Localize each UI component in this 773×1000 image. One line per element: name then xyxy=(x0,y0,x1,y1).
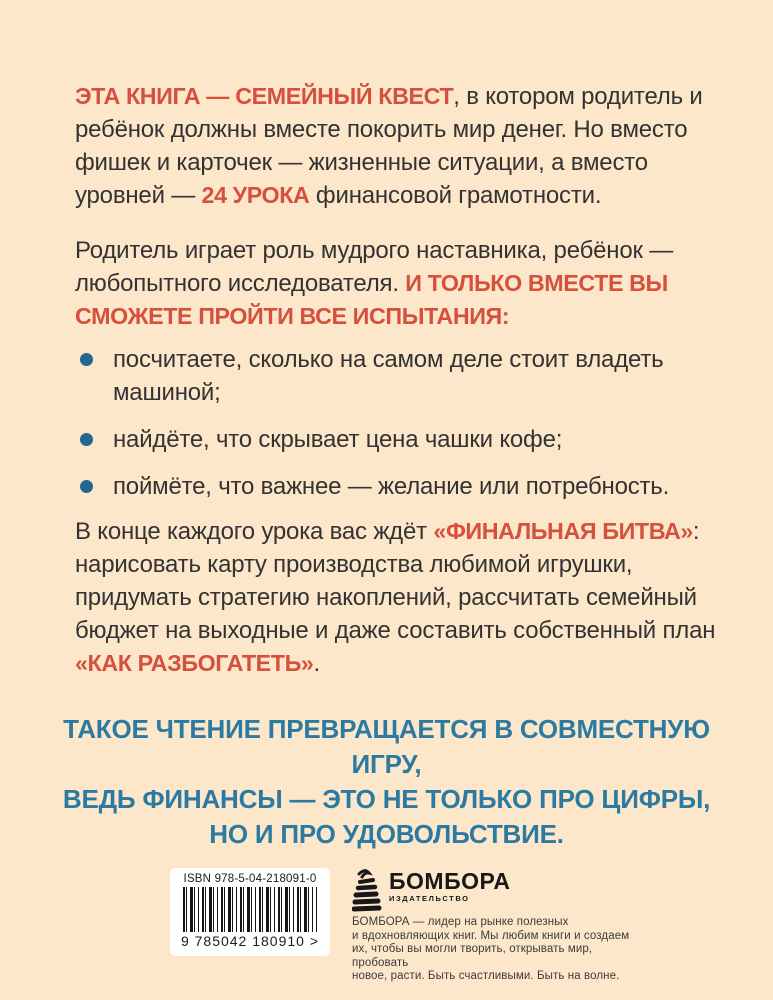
intro-accent-lessons: 24 УРОКА xyxy=(201,182,310,208)
bullet-text: найдёте, что скрывает цена чашки кофе; xyxy=(113,426,563,453)
list-item xyxy=(75,423,723,456)
intro-paragraph xyxy=(75,80,723,212)
intro-text-a: , в котором родитель и ребёнок должны вместе покорить мир денег. Но вместо фишек и карточек — жизненные ситуации, а вместо уровней — xyxy=(75,83,703,209)
publisher-block xyxy=(352,866,642,984)
statement-line: ТАКОЕ ЧТЕНИЕ ПРЕВРАЩАЕТСЯ В СОВМЕСТНУЮ ИГРУ, xyxy=(63,714,710,779)
bullet-text: поймёте, что важнее — желание или потребность. xyxy=(113,473,670,500)
isbn-barcode-block xyxy=(170,868,330,956)
statement-line: ВЕДЬ ФИНАНСЫ — ЭТО НЕ ТОЛЬКО ПРО ЦИФРЫ, xyxy=(62,784,711,814)
intro-text-b: финансовой грамотности. xyxy=(309,182,602,209)
finale-accent-plan: «КАК РАЗБОГАТЕТЬ» xyxy=(75,650,314,676)
barcode-icon xyxy=(183,887,317,932)
bullet-dot-icon xyxy=(80,433,93,446)
finale-accent-battle: «ФИНАЛЬНАЯ БИТВА» xyxy=(433,518,693,544)
list-item xyxy=(75,470,723,503)
publisher-name: БОМБОРА xyxy=(389,868,511,894)
publisher-description-line: их, чтобы вы могли творить, открывать мир, пробовать xyxy=(352,943,593,969)
book-stack-logo-icon xyxy=(352,868,382,917)
finale-paragraph xyxy=(75,515,723,680)
publisher-description-line: БОМБОРА — лидер на рынке полезных xyxy=(352,916,569,928)
roles-text: Родитель играет роль мудрого наставника, ребёнок — любопытного исследователя. xyxy=(75,237,674,297)
publisher-description xyxy=(352,916,642,984)
publisher-description-line: и вдохновляющих книг. Мы любим книги и создаем xyxy=(352,929,630,942)
bullet-dot-icon xyxy=(80,353,93,366)
bullet-text: посчитаете, сколько на самом деле стоит владеть машиной; xyxy=(113,346,664,406)
roles-accent: И ТОЛЬКО ВМЕСТЕ ВЫ СМОЖЕТЕ ПРОЙТИ ВСЕ ИСПЫТАНИЯ: xyxy=(75,270,668,329)
list-item xyxy=(75,343,723,409)
publisher-tagline: ИЗДАТЕЛЬСТВО xyxy=(389,894,470,903)
closing-statement xyxy=(40,712,733,852)
intro-accent-quest: ЭТА КНИГА — СЕМЕЙНЫЙ КВЕСТ xyxy=(75,83,454,109)
statement-line: НО И ПРО УДОВОЛЬСТВИЕ. xyxy=(209,819,564,849)
barcode-digits: 9 785042 180910 > xyxy=(180,933,320,949)
publisher-logo xyxy=(352,866,642,912)
finale-text-a: В конце каждого урока вас ждёт xyxy=(75,518,434,545)
publisher-description-line: новое, расти. Быть счастливыми. Быть на волне. xyxy=(352,970,620,982)
annotation-text-column xyxy=(75,80,723,680)
isbn-number: ISBN 978-5-04-218091-0 xyxy=(183,873,317,885)
roles-paragraph xyxy=(75,234,723,333)
finale-text-c: . xyxy=(313,650,320,677)
publisher-name-block xyxy=(389,866,510,903)
finale-text-b: : нарисовать карту производства любимой игрушки, придумать стратегию накоплений, рассчитать семейный бюджет на выходные и даже составить собственный план xyxy=(75,518,716,644)
bullet-dot-icon xyxy=(80,480,93,493)
trials-bullet-list xyxy=(75,343,723,503)
